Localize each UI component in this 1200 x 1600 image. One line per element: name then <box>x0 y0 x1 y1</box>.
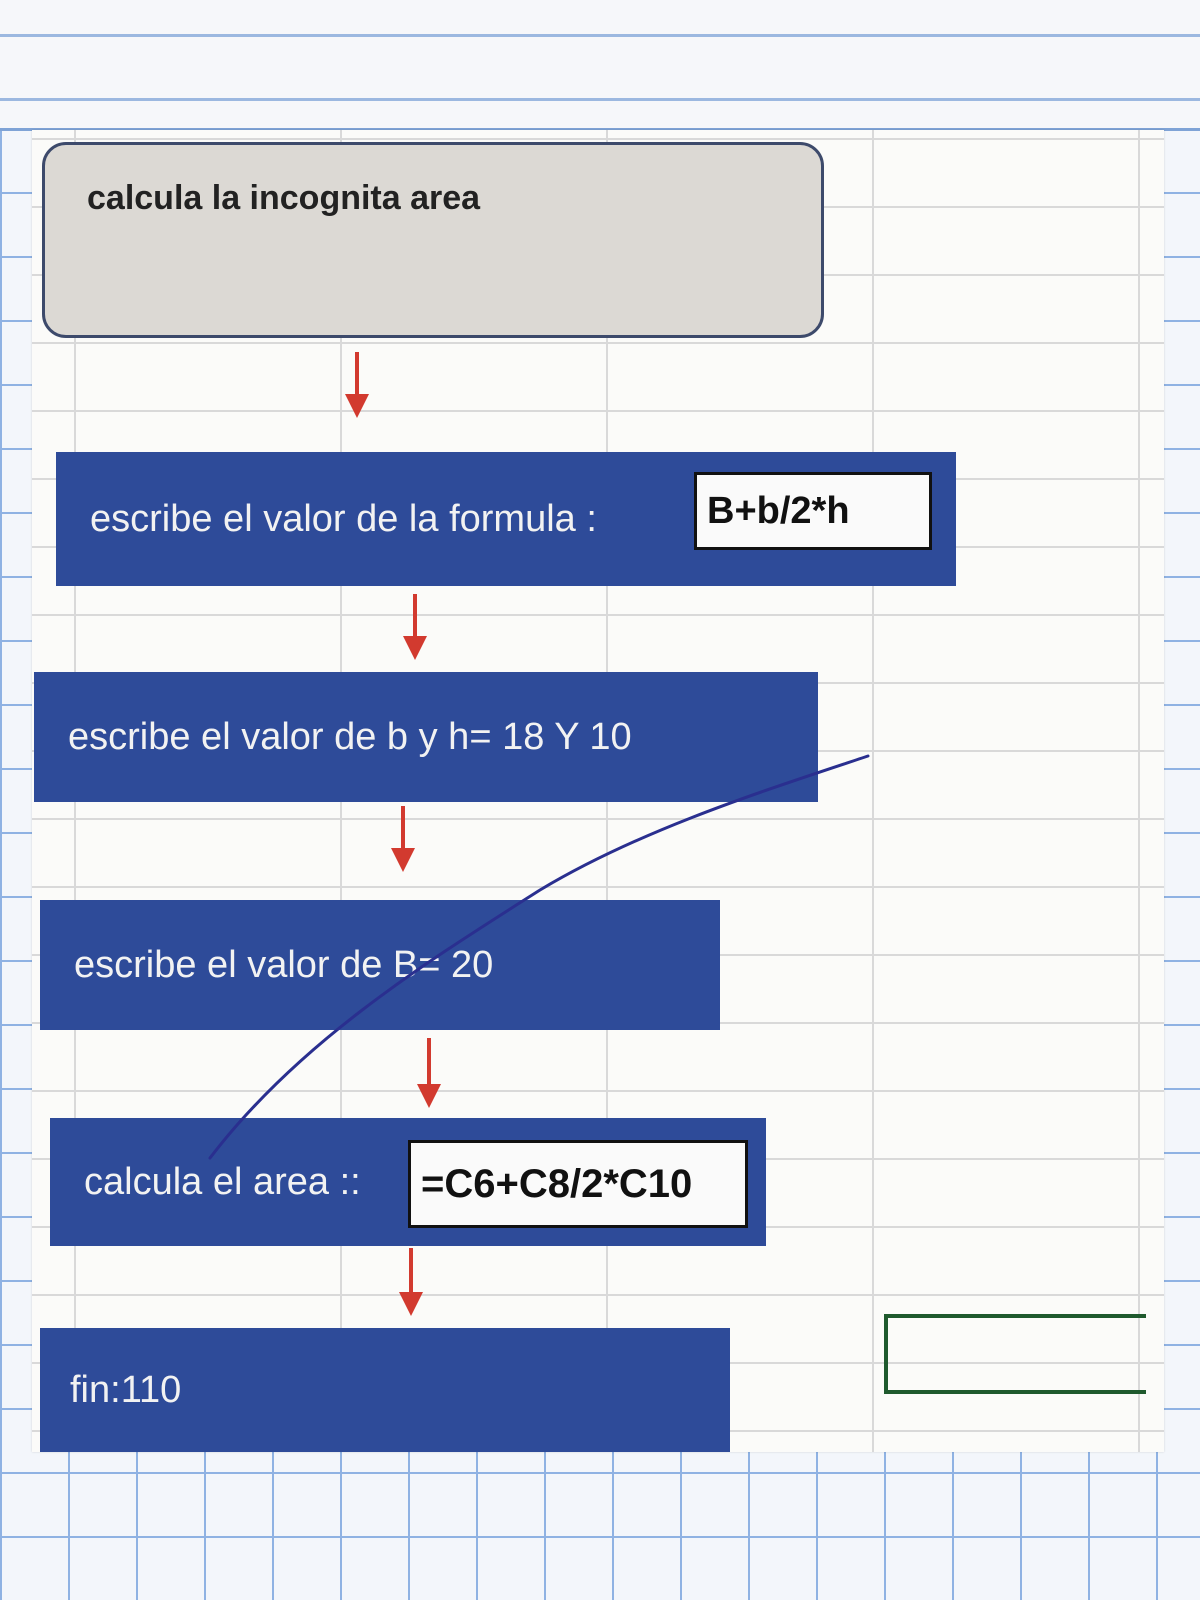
end-label: fin:110 <box>70 1368 182 1411</box>
step-calculate-area-label: calcula el area :: <box>84 1160 361 1203</box>
step-b-h-label: escribe el valor de b y h= 18 Y 10 <box>68 715 632 758</box>
area-formula-value: =C6+C8/2*C10 <box>421 1161 693 1206</box>
start-label: calcula la incognita area <box>87 179 481 217</box>
green-marker-rectangle <box>884 1314 1146 1394</box>
step-formula-label: escribe el valor de la formula : <box>90 497 597 540</box>
formula-value: B+b/2*h <box>707 489 850 532</box>
step-big-b-label: escribe el valor de B= 20 <box>74 943 494 986</box>
